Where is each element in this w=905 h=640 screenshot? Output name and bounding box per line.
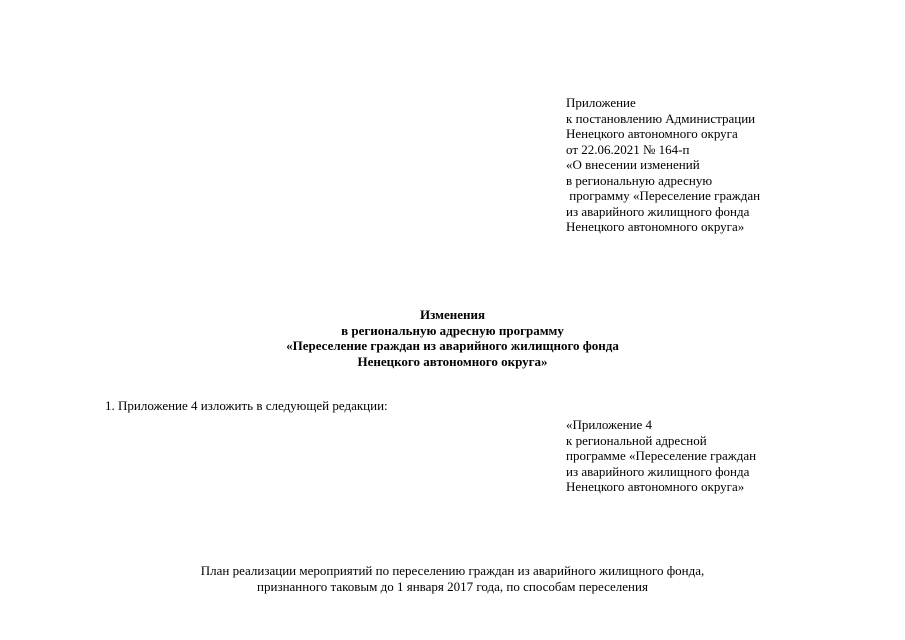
header-line: Приложение (566, 95, 636, 110)
appendix-line: Ненецкого автономного округа» (566, 479, 745, 494)
document-title (0, 307, 905, 369)
header-line: от 22.06.2021 № 164-п (566, 141, 690, 157)
title-line: Изменения (419, 307, 486, 322)
clause-paragraph (105, 398, 388, 414)
header-line: «О внесении изменений (566, 157, 700, 172)
plan-heading (0, 563, 905, 594)
appendix-line: «Приложение 4 (566, 417, 653, 432)
title-line: Ненецкого автономного округа» (357, 353, 548, 369)
header-line: Ненецкого автономного округа» (566, 219, 745, 234)
title-line: в региональную адресную программу (341, 322, 564, 338)
title-line: «Переселение граждан из аварийного жилищного фонда (286, 338, 619, 353)
appendix-line: из аварийного жилищного фонда (566, 463, 750, 479)
plan-line: признанного таковым до 1 января 2017 года, по способам переселения (257, 578, 648, 594)
header-line: программу «Переселение граждан (566, 188, 761, 203)
approval-header (566, 95, 760, 235)
header-line: Ненецкого автономного округа (566, 126, 738, 141)
appendix-line: программе «Переселение граждан (566, 448, 757, 463)
header-line: к постановлению Администрации (566, 110, 756, 126)
plan-line: План реализации мероприятий по переселению граждан из аварийного жилищного фонда, (200, 563, 705, 578)
clause-text: 1. Приложение 4 изложить в следующей редакции: (105, 398, 388, 413)
appendix-line: к региональной адресной (566, 432, 707, 448)
appendix-header (566, 417, 756, 495)
header-line: из аварийного жилищного фонда (566, 203, 750, 219)
header-line: в региональную адресную (566, 172, 713, 188)
